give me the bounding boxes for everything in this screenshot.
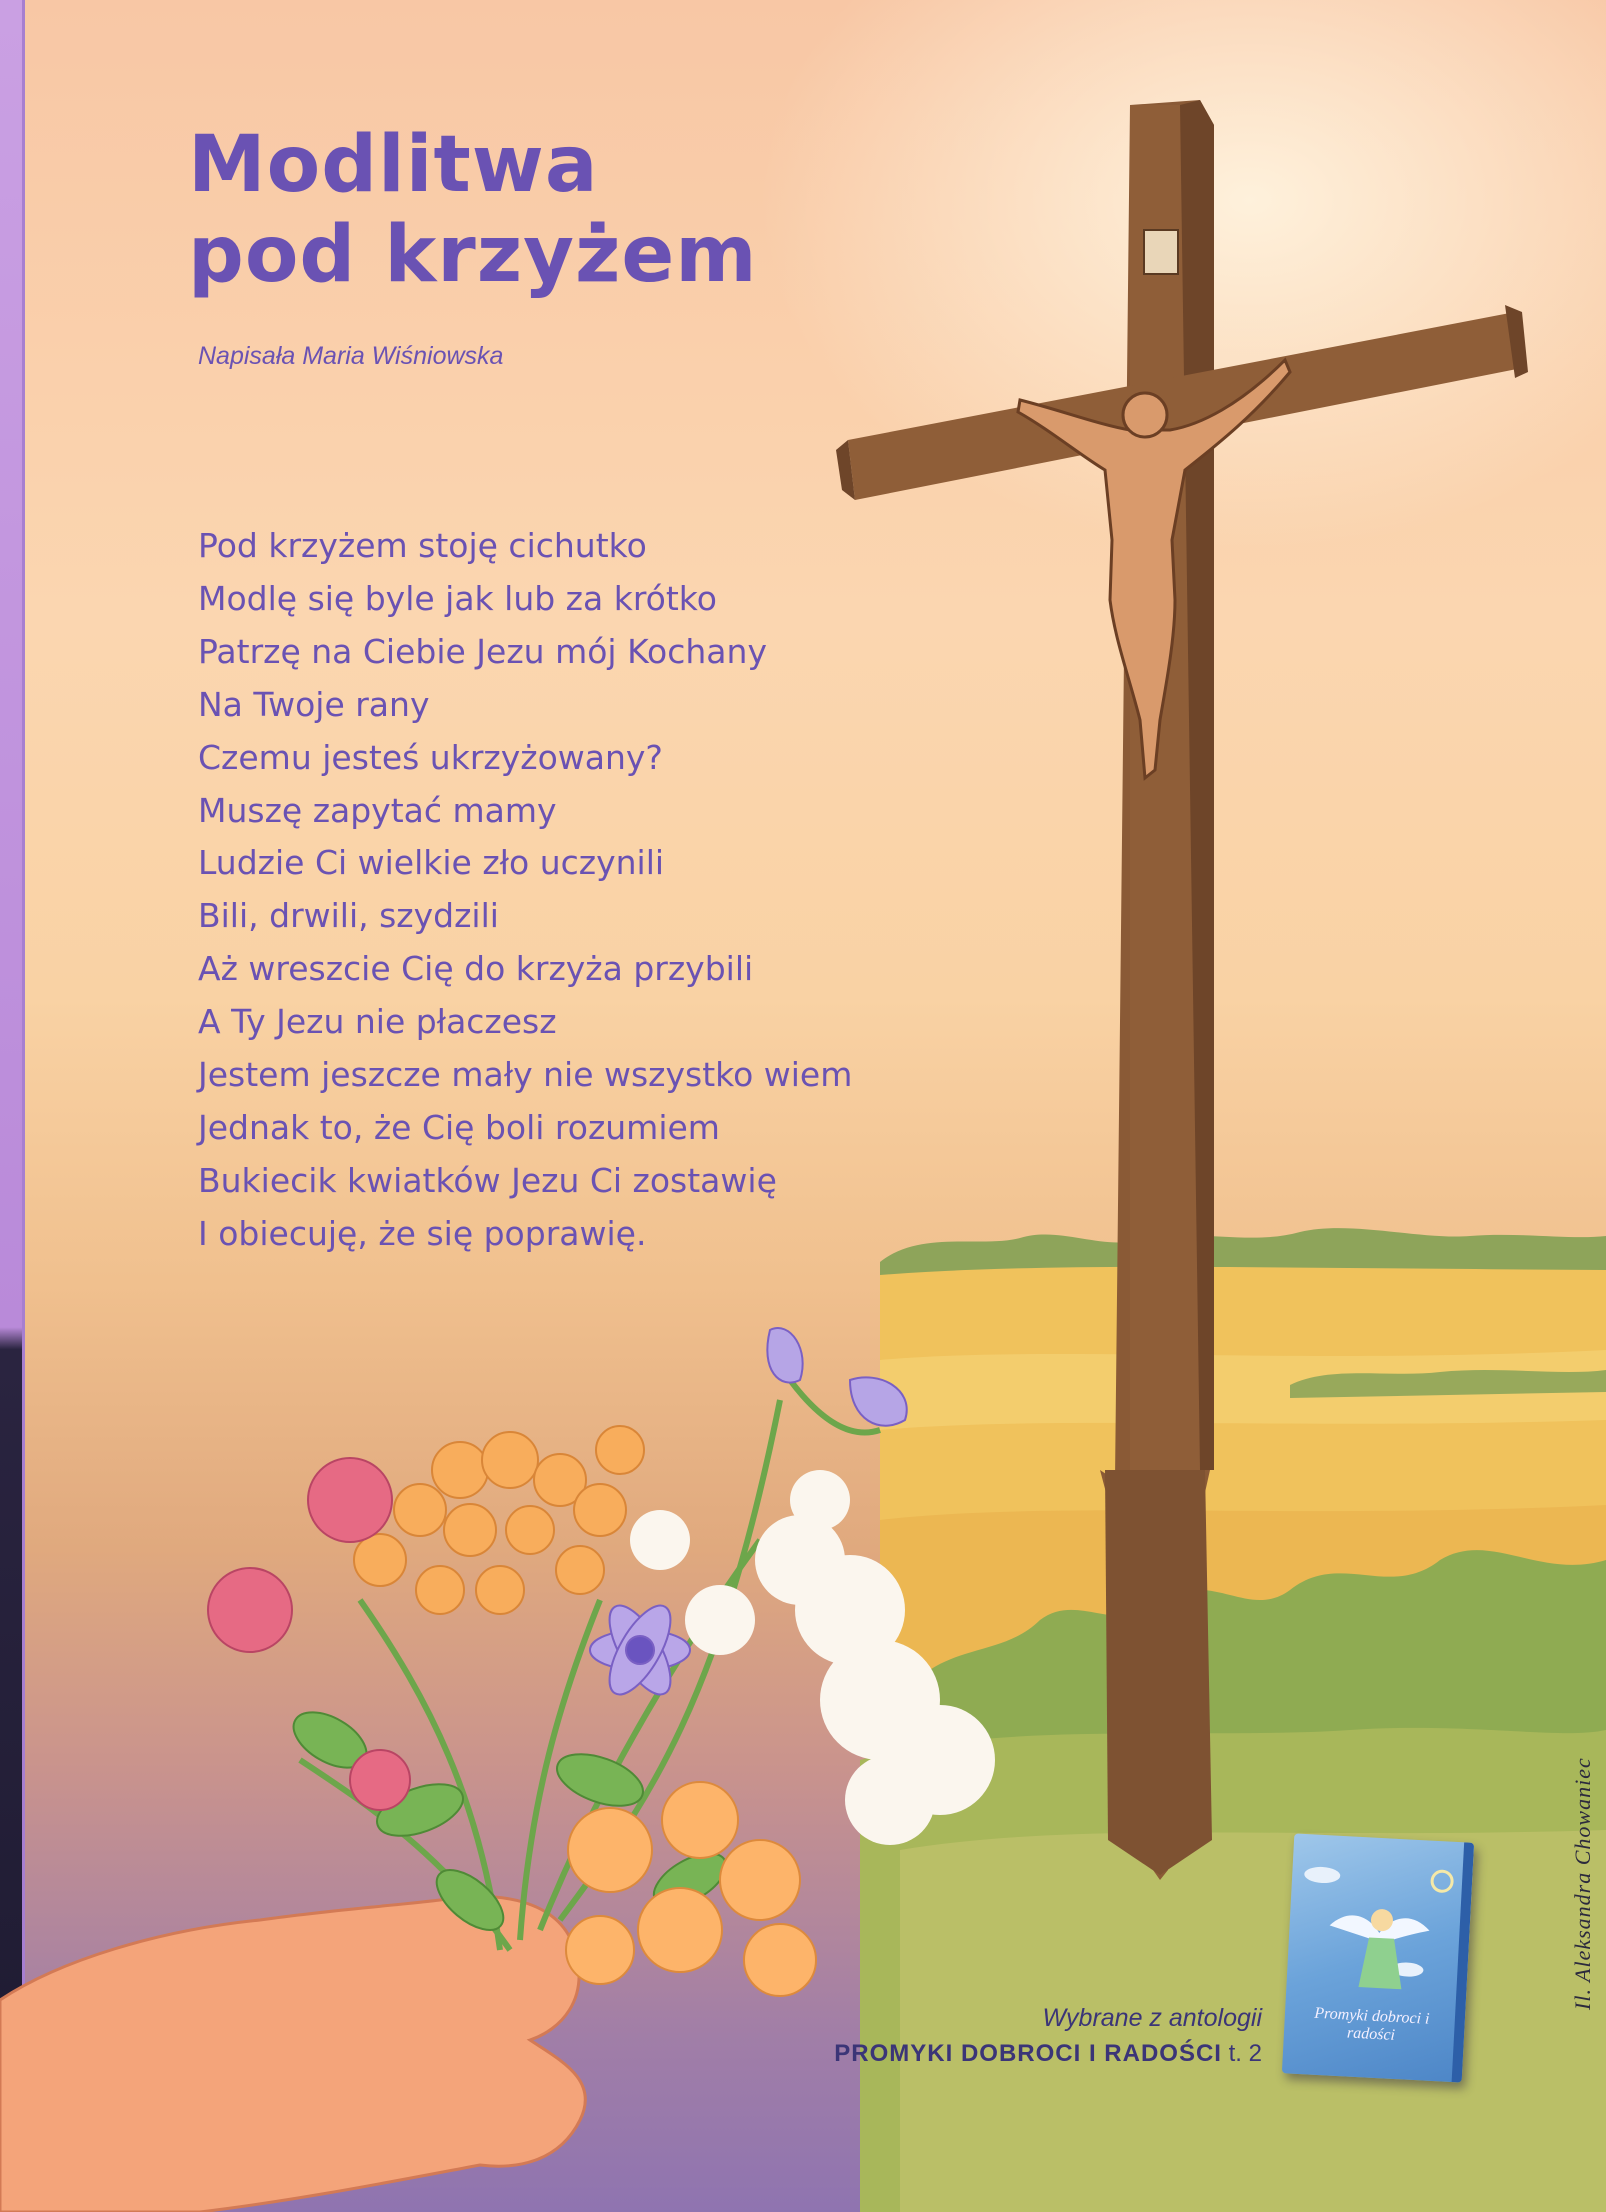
anthology-intro: Wybrane z antologii <box>1042 2004 1262 2032</box>
orange-flowers <box>354 1426 644 1614</box>
illustrator-credit: Il. Aleksandra Chowaniec <box>1570 1757 1595 2010</box>
yellow-flowers <box>566 1782 816 1996</box>
poem-line: Jestem jeszcze mały nie wszystko wiem <box>198 1055 853 1095</box>
blue-flower <box>590 1597 690 1704</box>
poem-line: I obiecuję, że się poprawię. <box>198 1213 647 1253</box>
poem-line: Bili, drwili, szydzili <box>198 896 499 936</box>
poem-line: Patrzę na Ciebie Jezu mój Kochany <box>198 631 767 671</box>
poem-line: Ludzie Ci wielkie zło uczynili <box>198 843 665 883</box>
anthology-volume: t. 2 <box>1228 2040 1262 2067</box>
corpus-figure <box>1018 360 1290 778</box>
page-title <box>188 120 888 300</box>
book-cover <box>1282 1833 1474 2082</box>
poem-line: Muszę zapytać mamy <box>198 790 557 830</box>
poem-line: Modlę się byle jak lub za krótko <box>198 578 717 618</box>
poem-line: Czemu jesteś ukrzyżowany? <box>198 737 663 777</box>
author-credit: Napisała Maria Wiśniowska <box>198 342 504 370</box>
poem <box>198 520 958 1261</box>
title-line-2: pod krzyżem <box>188 210 758 300</box>
poem-line: Bukiecik kwiatków Jezu Ci zostawię <box>198 1160 777 1200</box>
title-line-1: Modlitwa <box>188 120 599 210</box>
book-cover-title: Promyki dobroci i radości <box>1313 2004 1430 2044</box>
poem-line: Pod krzyżem stoję cichutko <box>198 526 647 565</box>
anthology-title-line <box>834 2036 1262 2072</box>
poem-line: A Ty Jezu nie płaczesz <box>198 1002 557 1042</box>
poem-line: Jednak to, że Cię boli rozumiem <box>198 1107 720 1147</box>
poem-line: Na Twoje rany <box>198 684 430 724</box>
poem-line: Aż wreszcie Cię do krzyża przybili <box>198 949 754 989</box>
anthology-title: PROMYKI DOBROCI I RADOŚCI <box>834 2040 1222 2067</box>
anthology-credit <box>834 2000 1262 2072</box>
